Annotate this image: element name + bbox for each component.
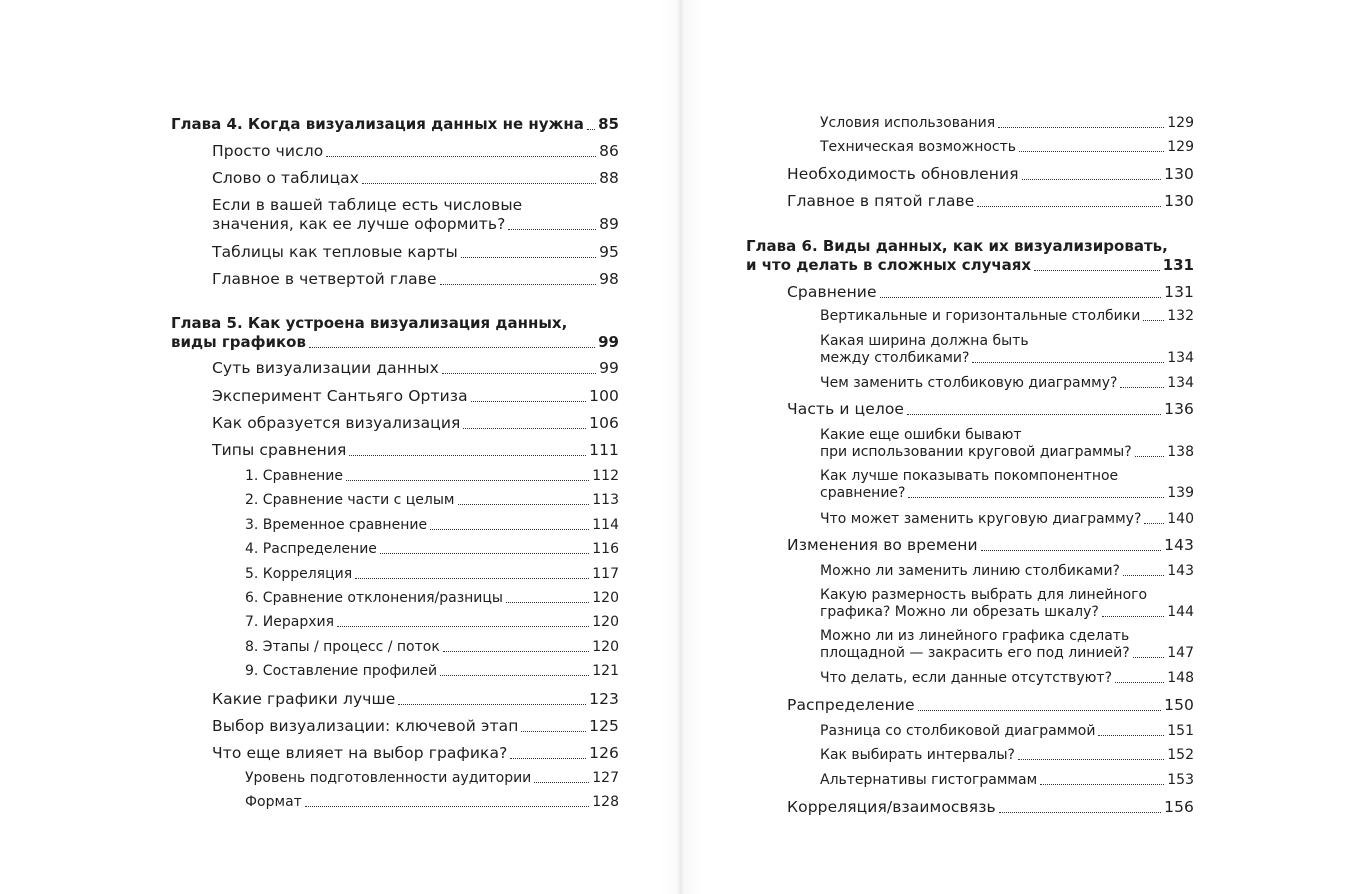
- toc-entry[interactable]: [820, 563, 1194, 580]
- dot-leader: [461, 257, 596, 258]
- toc-entry-title: площадной — закрасить его под линией?: [820, 645, 1130, 661]
- toc-entry-title: Главное в четвертой главе: [212, 270, 437, 288]
- toc-chapter-entry[interactable]: [171, 314, 619, 352]
- toc-entry[interactable]: [820, 333, 1194, 367]
- page-number: 147: [1167, 645, 1194, 661]
- toc-entry-title: Какие графики лучше: [212, 690, 396, 708]
- dot-leader: [508, 229, 596, 230]
- dot-leader: [1018, 759, 1164, 760]
- toc-entry[interactable]: [245, 566, 619, 583]
- toc-entry-title: 1. Сравнение: [245, 468, 343, 484]
- toc-entry[interactable]: [212, 441, 619, 460]
- toc-entry[interactable]: [245, 541, 619, 558]
- toc-entry-title: Чем заменить столбиковую диаграмму?: [820, 375, 1118, 391]
- dot-leader: [977, 206, 1161, 207]
- toc-entry-title: Можно ли заменить линию столбиками?: [820, 563, 1120, 579]
- toc-entry[interactable]: [820, 670, 1194, 687]
- toc-entry[interactable]: [820, 427, 1194, 461]
- toc-entry[interactable]: [787, 536, 1194, 555]
- toc-entry[interactable]: [212, 690, 619, 709]
- dot-leader: [999, 812, 1161, 813]
- dot-leader: [1133, 657, 1165, 658]
- dot-leader: [346, 480, 589, 481]
- toc-entry-title: Сравнение: [787, 283, 877, 301]
- toc-entry-title: Глава 5. Как устроена визуализация данных,: [171, 314, 568, 332]
- dot-leader: [430, 529, 589, 530]
- toc-entry-title: 8. Этапы / процесс / поток: [245, 639, 440, 655]
- toc-entry-title: Изменения во времени: [787, 536, 978, 554]
- toc-entry-title: Таблицы как тепловые карты: [212, 243, 458, 261]
- toc-entry[interactable]: [245, 590, 619, 607]
- page-number: 95: [599, 243, 619, 261]
- dot-leader: [506, 602, 589, 603]
- page-number: 121: [592, 663, 619, 679]
- toc-entry[interactable]: [787, 283, 1194, 302]
- toc-entry-title: Как выбирать интервалы?: [820, 747, 1015, 763]
- toc-entry-title: Выбор визуализации: ключевой этап: [212, 717, 519, 735]
- dot-leader: [349, 455, 586, 456]
- dot-leader: [463, 428, 586, 429]
- left-page: [0, 0, 681, 894]
- dot-leader: [458, 504, 590, 505]
- page-number: 152: [1167, 747, 1194, 763]
- toc-entry-title: Что еще влияет на выбор графика?: [212, 744, 508, 762]
- toc-entry[interactable]: [820, 308, 1194, 325]
- page-number: 128: [592, 794, 619, 810]
- dot-leader: [521, 731, 586, 732]
- dot-leader: [972, 362, 1164, 363]
- toc-entry-title: Суть визуализации данных: [212, 359, 439, 377]
- toc-entry[interactable]: [820, 772, 1194, 789]
- toc-entry[interactable]: [212, 196, 619, 234]
- page-number: 120: [592, 639, 619, 655]
- dot-leader: [998, 127, 1164, 128]
- dot-leader: [1115, 682, 1164, 683]
- page-number: 140: [1167, 511, 1194, 527]
- dot-leader: [918, 710, 1161, 711]
- toc-entry-title: Глава 4. Когда визуализация данных не нужна: [171, 115, 584, 133]
- page-number: 120: [592, 614, 619, 630]
- dot-leader: [1143, 320, 1164, 321]
- dot-leader: [362, 183, 596, 184]
- page-number: 130: [1164, 192, 1194, 210]
- toc-entry[interactable]: [212, 717, 619, 736]
- page-number: 139: [1167, 485, 1194, 501]
- page-number: 100: [589, 387, 619, 405]
- dot-leader: [471, 401, 586, 402]
- toc-entry[interactable]: [787, 696, 1194, 715]
- dot-leader: [305, 806, 589, 807]
- page-number: 114: [592, 517, 619, 533]
- toc-entry-title: Что может заменить круговую диаграмму?: [820, 511, 1142, 527]
- dot-leader: [1120, 387, 1164, 388]
- page-number: 156: [1164, 798, 1194, 816]
- page-number: 112: [592, 468, 619, 484]
- toc-entry[interactable]: [245, 468, 619, 485]
- toc-entry[interactable]: [820, 747, 1194, 764]
- toc-entry-title: Часть и целое: [787, 400, 905, 418]
- page-number: 131: [1164, 283, 1194, 301]
- dot-leader: [587, 129, 595, 130]
- page-number: 127: [592, 770, 619, 786]
- page-number: 88: [599, 169, 619, 187]
- dot-leader: [337, 626, 589, 627]
- toc-entry-title: Что делать, если данные отсутствуют?: [820, 670, 1113, 686]
- toc-entry-title: Типы сравнения: [212, 441, 347, 459]
- page-number: 138: [1167, 444, 1194, 460]
- toc-entry-title: Вертикальные и горизонтальные столбики: [820, 308, 1141, 324]
- dot-leader: [1040, 784, 1164, 785]
- toc-entry[interactable]: [820, 139, 1194, 156]
- toc-entry[interactable]: [245, 517, 619, 534]
- toc-entry-title: Какая ширина должна быть: [820, 333, 1029, 349]
- page-number: 99: [599, 359, 619, 377]
- toc-entry[interactable]: [212, 359, 619, 378]
- toc-entry-title: 7. Иерархия: [245, 614, 335, 630]
- dot-leader: [1098, 735, 1164, 736]
- toc-entry-title: Формат: [245, 794, 302, 810]
- toc-entry-title: Распределение: [787, 696, 915, 714]
- page-number: 131: [1162, 256, 1194, 274]
- dot-leader: [510, 758, 586, 759]
- toc-entry-title: Какие еще ошибки бывают: [820, 427, 1022, 443]
- toc-entry[interactable]: [212, 243, 619, 262]
- toc-entry[interactable]: [820, 628, 1194, 662]
- dot-leader: [355, 578, 589, 579]
- toc-entry-title: Уровень подготовленности аудитории: [245, 770, 532, 786]
- toc-entry-title: между столбиками?: [820, 350, 970, 366]
- dot-leader: [1034, 270, 1160, 271]
- dot-leader: [1135, 456, 1165, 457]
- page-number: 129: [1167, 115, 1194, 131]
- page-number: 134: [1167, 375, 1194, 391]
- toc-entry-title: Техническая возможность: [820, 139, 1017, 155]
- toc-entry-title: Главное в пятой главе: [787, 192, 975, 210]
- toc-entry[interactable]: [212, 744, 619, 763]
- toc-entry-title: Альтернативы гистограммам: [820, 772, 1038, 788]
- right-page: [681, 0, 1365, 894]
- dot-leader: [440, 675, 589, 676]
- toc-entry[interactable]: [787, 798, 1194, 817]
- page-number: 117: [592, 566, 619, 582]
- toc-entry[interactable]: [820, 115, 1194, 132]
- toc-entry-title: Условия использования: [820, 115, 996, 131]
- toc-entry-title: 3. Временное сравнение: [245, 517, 428, 533]
- toc-entry-title: 4. Распределение: [245, 541, 377, 557]
- page-number: 136: [1164, 400, 1194, 418]
- page-number: 125: [589, 717, 619, 735]
- toc-entry[interactable]: [787, 165, 1194, 184]
- page-number: 148: [1167, 670, 1194, 686]
- toc-chapter-entry[interactable]: [171, 115, 619, 134]
- dot-leader: [981, 550, 1161, 551]
- page-number: 111: [589, 441, 619, 459]
- toc-entry[interactable]: [212, 387, 619, 406]
- page-number: 129: [1167, 139, 1194, 155]
- dot-leader: [380, 553, 589, 554]
- toc-entry-title: Эксперимент Сантьяго Ортиза: [212, 387, 468, 405]
- page-number: 153: [1167, 772, 1194, 788]
- toc-entry-title: Просто число: [212, 142, 324, 160]
- toc-entry-title: виды графиков: [171, 333, 306, 351]
- dot-leader: [1144, 523, 1164, 524]
- toc-entry-title: Если в вашей таблице есть числовые: [212, 196, 523, 214]
- toc-entry[interactable]: [212, 414, 619, 433]
- toc-entry-title: 5. Корреляция: [245, 566, 353, 582]
- page-number: 86: [599, 142, 619, 160]
- toc-entry[interactable]: [212, 270, 619, 289]
- page-number: 151: [1167, 723, 1194, 739]
- dot-leader: [1019, 151, 1164, 152]
- page-number: 99: [598, 333, 619, 351]
- toc-entry[interactable]: [245, 614, 619, 631]
- toc-entry-title: 2. Сравнение части с целым: [245, 492, 455, 508]
- dot-leader: [880, 297, 1162, 298]
- page-number: 89: [599, 215, 619, 233]
- page-number: 120: [592, 590, 619, 606]
- dot-leader: [1123, 575, 1164, 576]
- page-number: 143: [1167, 563, 1194, 579]
- page-number: 134: [1167, 350, 1194, 366]
- page-number: 150: [1164, 696, 1194, 714]
- toc-entry[interactable]: [245, 770, 619, 787]
- toc-entry-title: Необходимость обновления: [787, 165, 1019, 183]
- toc-entry-title: при использовании круговой диаграммы?: [820, 444, 1132, 460]
- toc-entry-title: сравнение?: [820, 485, 906, 501]
- dot-leader: [326, 156, 596, 157]
- dot-leader: [1022, 179, 1161, 180]
- toc-entry-title: Какую размерность выбрать для линейного: [820, 587, 1148, 603]
- toc-entry-title: Как лучше показывать покомпонентное: [820, 468, 1119, 484]
- dot-leader: [908, 497, 1164, 498]
- page-number: 144: [1167, 604, 1194, 620]
- page-number: 85: [598, 115, 619, 133]
- page-number: 123: [589, 690, 619, 708]
- toc-entry[interactable]: [787, 400, 1194, 419]
- toc-entry[interactable]: [820, 723, 1194, 740]
- toc-entry-title: значения, как ее лучше оформить?: [212, 215, 506, 233]
- toc-entry[interactable]: [787, 192, 1194, 211]
- page-number: 113: [592, 492, 619, 508]
- toc-entry-title: 9. Составление профилей: [245, 663, 438, 679]
- toc-entry-title: Корреляция/взаимосвязь: [787, 798, 996, 816]
- dot-leader: [1102, 616, 1164, 617]
- toc-chapter-entry[interactable]: [746, 237, 1194, 275]
- page-number: 130: [1164, 165, 1194, 183]
- toc-entry[interactable]: [212, 169, 619, 188]
- toc-entry[interactable]: [245, 492, 619, 509]
- dot-leader: [440, 284, 596, 285]
- toc-entry[interactable]: [212, 142, 619, 161]
- toc-entry-title: Можно ли из линейного графика сделать: [820, 628, 1130, 644]
- page-number: 106: [589, 414, 619, 432]
- dot-leader: [398, 704, 586, 705]
- toc-entry-title: Слово о таблицах: [212, 169, 360, 187]
- toc-entry[interactable]: [820, 375, 1194, 392]
- page-number: 98: [599, 270, 619, 288]
- page-number: 143: [1164, 536, 1194, 554]
- toc-entry-title: графика? Можно ли обрезать шкалу?: [820, 604, 1099, 620]
- toc-entry[interactable]: [820, 511, 1194, 528]
- toc-entry-title: Как образуется визуализация: [212, 414, 461, 432]
- toc-entry-title: и что делать в сложных случаях: [746, 256, 1032, 274]
- toc-entry-title: Разница со столбиковой диаграммой: [820, 723, 1096, 739]
- dot-leader: [309, 347, 595, 348]
- dot-leader: [534, 782, 589, 783]
- dot-leader: [907, 414, 1161, 415]
- dot-leader: [442, 373, 596, 374]
- page-number: 116: [592, 541, 619, 557]
- toc-entry[interactable]: [820, 587, 1194, 621]
- toc-entry[interactable]: [820, 468, 1194, 502]
- toc-entry-title: Глава 6. Виды данных, как их визуализировать,: [746, 237, 1168, 255]
- dot-leader: [443, 651, 589, 652]
- toc-entry[interactable]: [245, 639, 619, 656]
- toc-entry-title: 6. Сравнение отклонения/разницы: [245, 590, 503, 606]
- page-number: 126: [589, 744, 619, 762]
- page-number: 132: [1167, 308, 1194, 324]
- toc-entry[interactable]: [245, 663, 619, 680]
- toc-entry[interactable]: [245, 794, 619, 811]
